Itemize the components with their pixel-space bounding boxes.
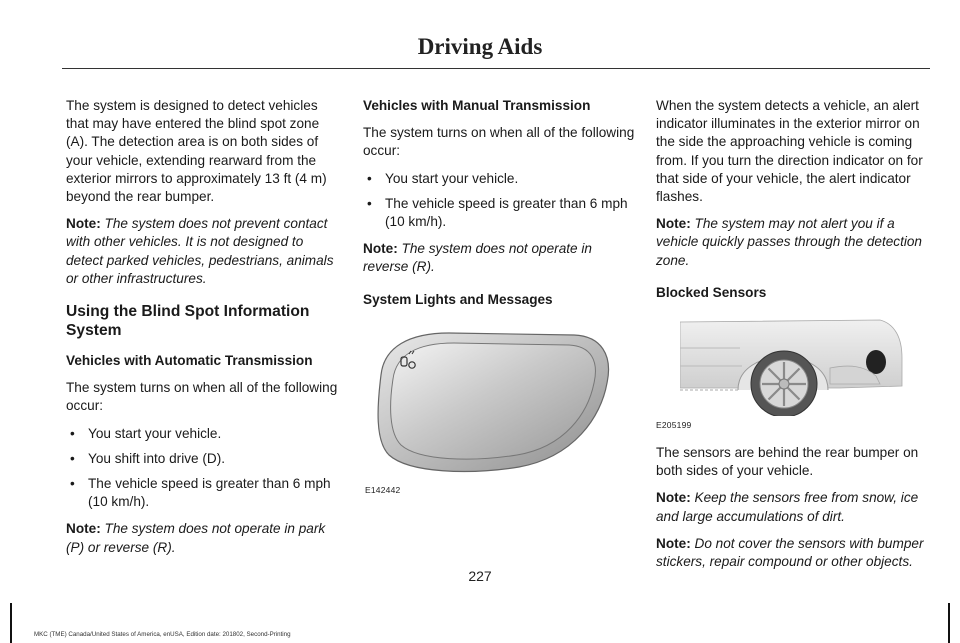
note-label: Note: [656, 490, 691, 506]
list-item: • The vehicle speed is greater than 6 mph (10 km/h). [363, 195, 635, 231]
blocked-sensors-heading: Blocked Sensors [656, 284, 767, 300]
lights-heading: System Lights and Messages [363, 291, 553, 307]
figure-code: E205199 [656, 419, 692, 430]
note-text: The system does not prevent contact with other vehicles. It is not designed to detect parked vehicles, pedestrians, animals or other infrastructures. [66, 216, 334, 286]
section-heading: Using the Blind Spot Information System [66, 303, 310, 340]
note-label: Note: [66, 216, 101, 232]
rear-wheel-figure [656, 318, 930, 434]
list-item: • The vehicle speed is greater than 6 mph (10 km/h). [66, 475, 338, 511]
mirror-figure [363, 327, 635, 499]
column-middle [363, 97, 635, 509]
manual-bullet-list [363, 170, 635, 232]
page-number: 227 [468, 568, 492, 584]
sensor-area [866, 350, 886, 374]
auto-transmission-heading: Vehicles with Automatic Transmission [66, 353, 313, 369]
note-paragraph [656, 489, 930, 525]
note-paragraph [66, 520, 338, 556]
list-item: • You start your vehicle. [363, 170, 635, 188]
list-item: • You start your vehicle. [66, 425, 338, 443]
note-paragraph [363, 240, 635, 276]
auto-bullet-list [66, 425, 338, 512]
note-text: The system does not operate in reverse (R). [363, 241, 592, 275]
crop-mark [948, 603, 950, 643]
note-paragraph [656, 535, 930, 571]
mirror-illustration [369, 327, 619, 477]
note-paragraph [66, 215, 338, 288]
list-item: • You shift into drive (D). [66, 450, 338, 468]
auto-intro: The system turns on when all of the following occur: [66, 380, 338, 414]
note-text: Do not cover the sensors with bumper stickers, repair compound or other objects. [656, 535, 924, 570]
crop-mark [10, 603, 12, 643]
note-text: The system may not alert you if a vehicle quickly passes through the detection zone. [656, 216, 922, 268]
column-left [66, 97, 338, 566]
note-text: The system does not operate in park (P) or reverse (R). [66, 521, 326, 555]
header-rule [62, 68, 930, 69]
alert-paragraph: When the system detects a vehicle, an alert indicator illuminates in the exterior mirror on the side the approaching vehicle is coming from. If you turn the direction indicator on for that side of your vehicle, the alert indicator flashes. [656, 98, 923, 205]
note-label: Note: [656, 535, 691, 551]
figure-code: E142442 [365, 484, 401, 495]
note-label: Note: [363, 241, 398, 257]
note-paragraph [656, 215, 930, 270]
manual-intro: The system turns on when all of the following occur: [363, 125, 635, 159]
rear-wheel-illustration [680, 318, 910, 416]
column-right [656, 97, 930, 580]
manual-transmission-heading: Vehicles with Manual Transmission [363, 98, 591, 113]
sensors-paragraph: The sensors are behind the rear bumper on both sides of your vehicle. [656, 445, 919, 479]
note-label: Note: [66, 521, 101, 537]
note-label: Note: [656, 216, 691, 232]
note-text: Keep the sensors free from snow, ice and large accumulations of dirt. [656, 490, 919, 524]
intro-paragraph: The system is designed to detect vehicles that may have entered the blind spot zone (A). The detection area is on both sides of your vehicle, extending rearward from the exterior mirrors to approximately 13 ft (4 m) beyond the rear bumper. [66, 98, 327, 205]
page-title: Driving Aids [417, 34, 543, 59]
edition-footer: MKC (TME) Canada/United States of America, enUSA, Edition date: 201802, Second-Printing [34, 631, 291, 638]
